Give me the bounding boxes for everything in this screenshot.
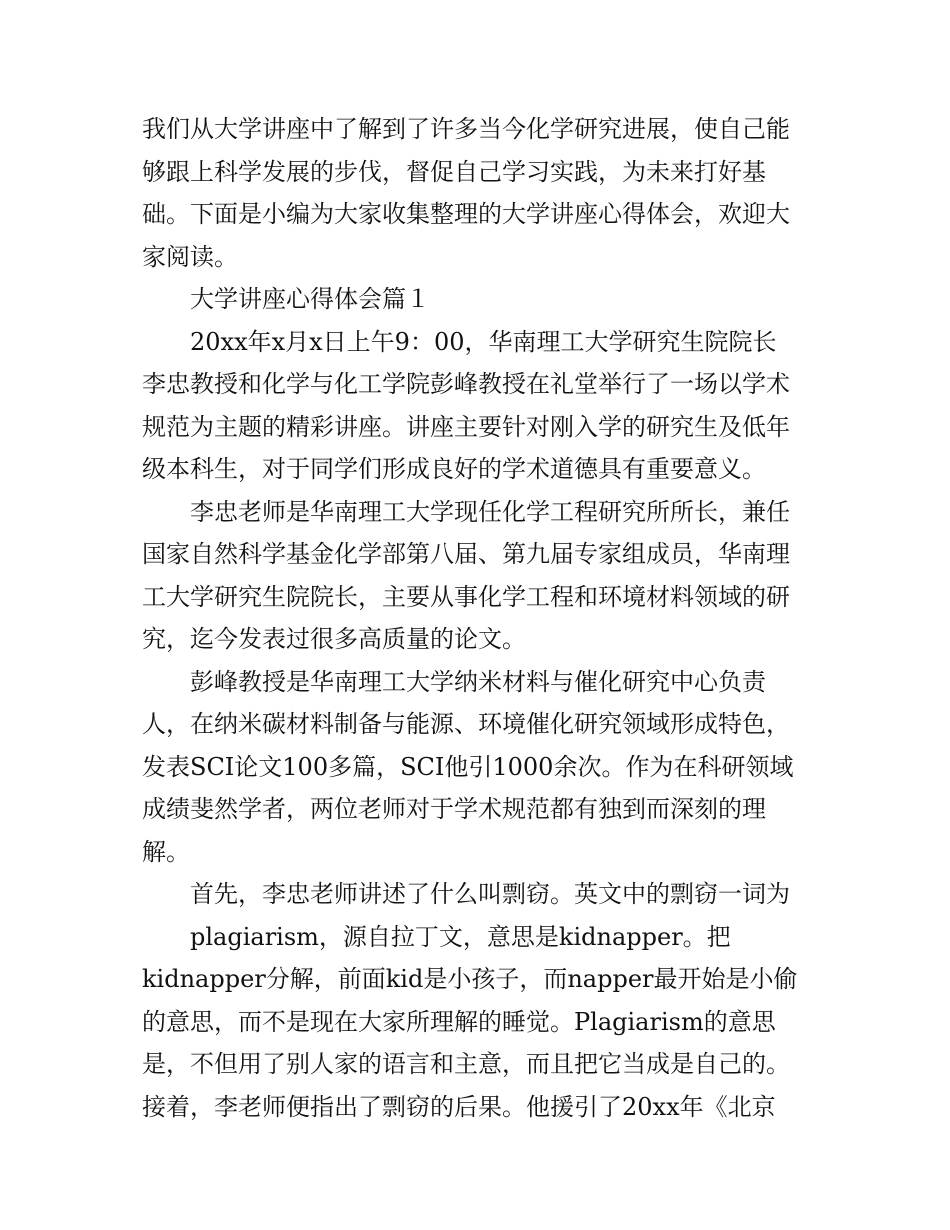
text-line: 彭峰教授是华南理工大学纳米材料与催化研究中心负责: [190, 667, 766, 696]
text-line: 发表SCI论文100多篇，SCI他引1000余次。作为在科研领域: [142, 752, 794, 781]
text-line: 是，不但用了别人家的语言和主意，而且把它当成是自己的。: [142, 1050, 790, 1078]
text-line: kidnapper分解，前面kid是小孩子，而napper最开始是小偷: [142, 965, 798, 993]
text-line: 大学讲座心得体会篇１: [190, 285, 430, 313]
text-line: 家阅读。: [142, 242, 238, 271]
document-body: [142, 108, 822, 1128]
text-line: 首先，李忠老师讲述了什么叫剽窃。英文中的剽窃一词为: [190, 880, 790, 908]
text-line: 我们从大学讲座中了解到了许多当今化学研究进展，使自己能: [142, 115, 790, 143]
text-line: 规范为主题的精彩讲座。讲座主要针对刚入学的研究生及低年: [142, 412, 790, 441]
text-line: 的意思，而不是现在大家所理解的睡觉。Plagiarism的意思: [142, 1007, 776, 1036]
text-line: 础。下面是小编为大家收集整理的大学讲座心得体会，欢迎大: [142, 200, 790, 228]
text-line: 国家自然科学基金化学部第八届、第九届专家组成员，华南理: [142, 540, 790, 568]
text-line: 接着，李老师便指出了剽窃的后果。他援引了20xx年《北京: [142, 1092, 776, 1121]
text-line: plagiarism，源自拉丁文，意思是kidnapper。把: [190, 922, 731, 951]
text-line: 20xx年x月x日上午9：00，华南理工大学研究生院院长: [190, 327, 777, 356]
text-line: 解。: [142, 837, 190, 866]
text-line: 成绩斐然学者，两位老师对于学术规范都有独到而深刻的理: [142, 795, 766, 823]
text-line: 李忠老师是华南理工大学现任化学工程研究所所长，兼任: [190, 497, 790, 526]
text-line: 够跟上科学发展的步伐，督促自己学习实践，为未来打好基: [142, 157, 766, 186]
text-line: 级本科生，对于同学们形成良好的学术道德具有重要意义。: [142, 455, 766, 483]
text-line: 李忠教授和化学与化工学院彭峰教授在礼堂举行了一场以学术: [142, 370, 790, 398]
text-line: 人，在纳米碳材料制备与能源、环境催化研究领域形成特色，: [142, 710, 790, 738]
text-line: 工大学研究生院院长，主要从事化学工程和环境材料领域的研: [142, 582, 790, 611]
text-line: 究，迄今发表过很多高质量的论文。: [142, 625, 526, 653]
